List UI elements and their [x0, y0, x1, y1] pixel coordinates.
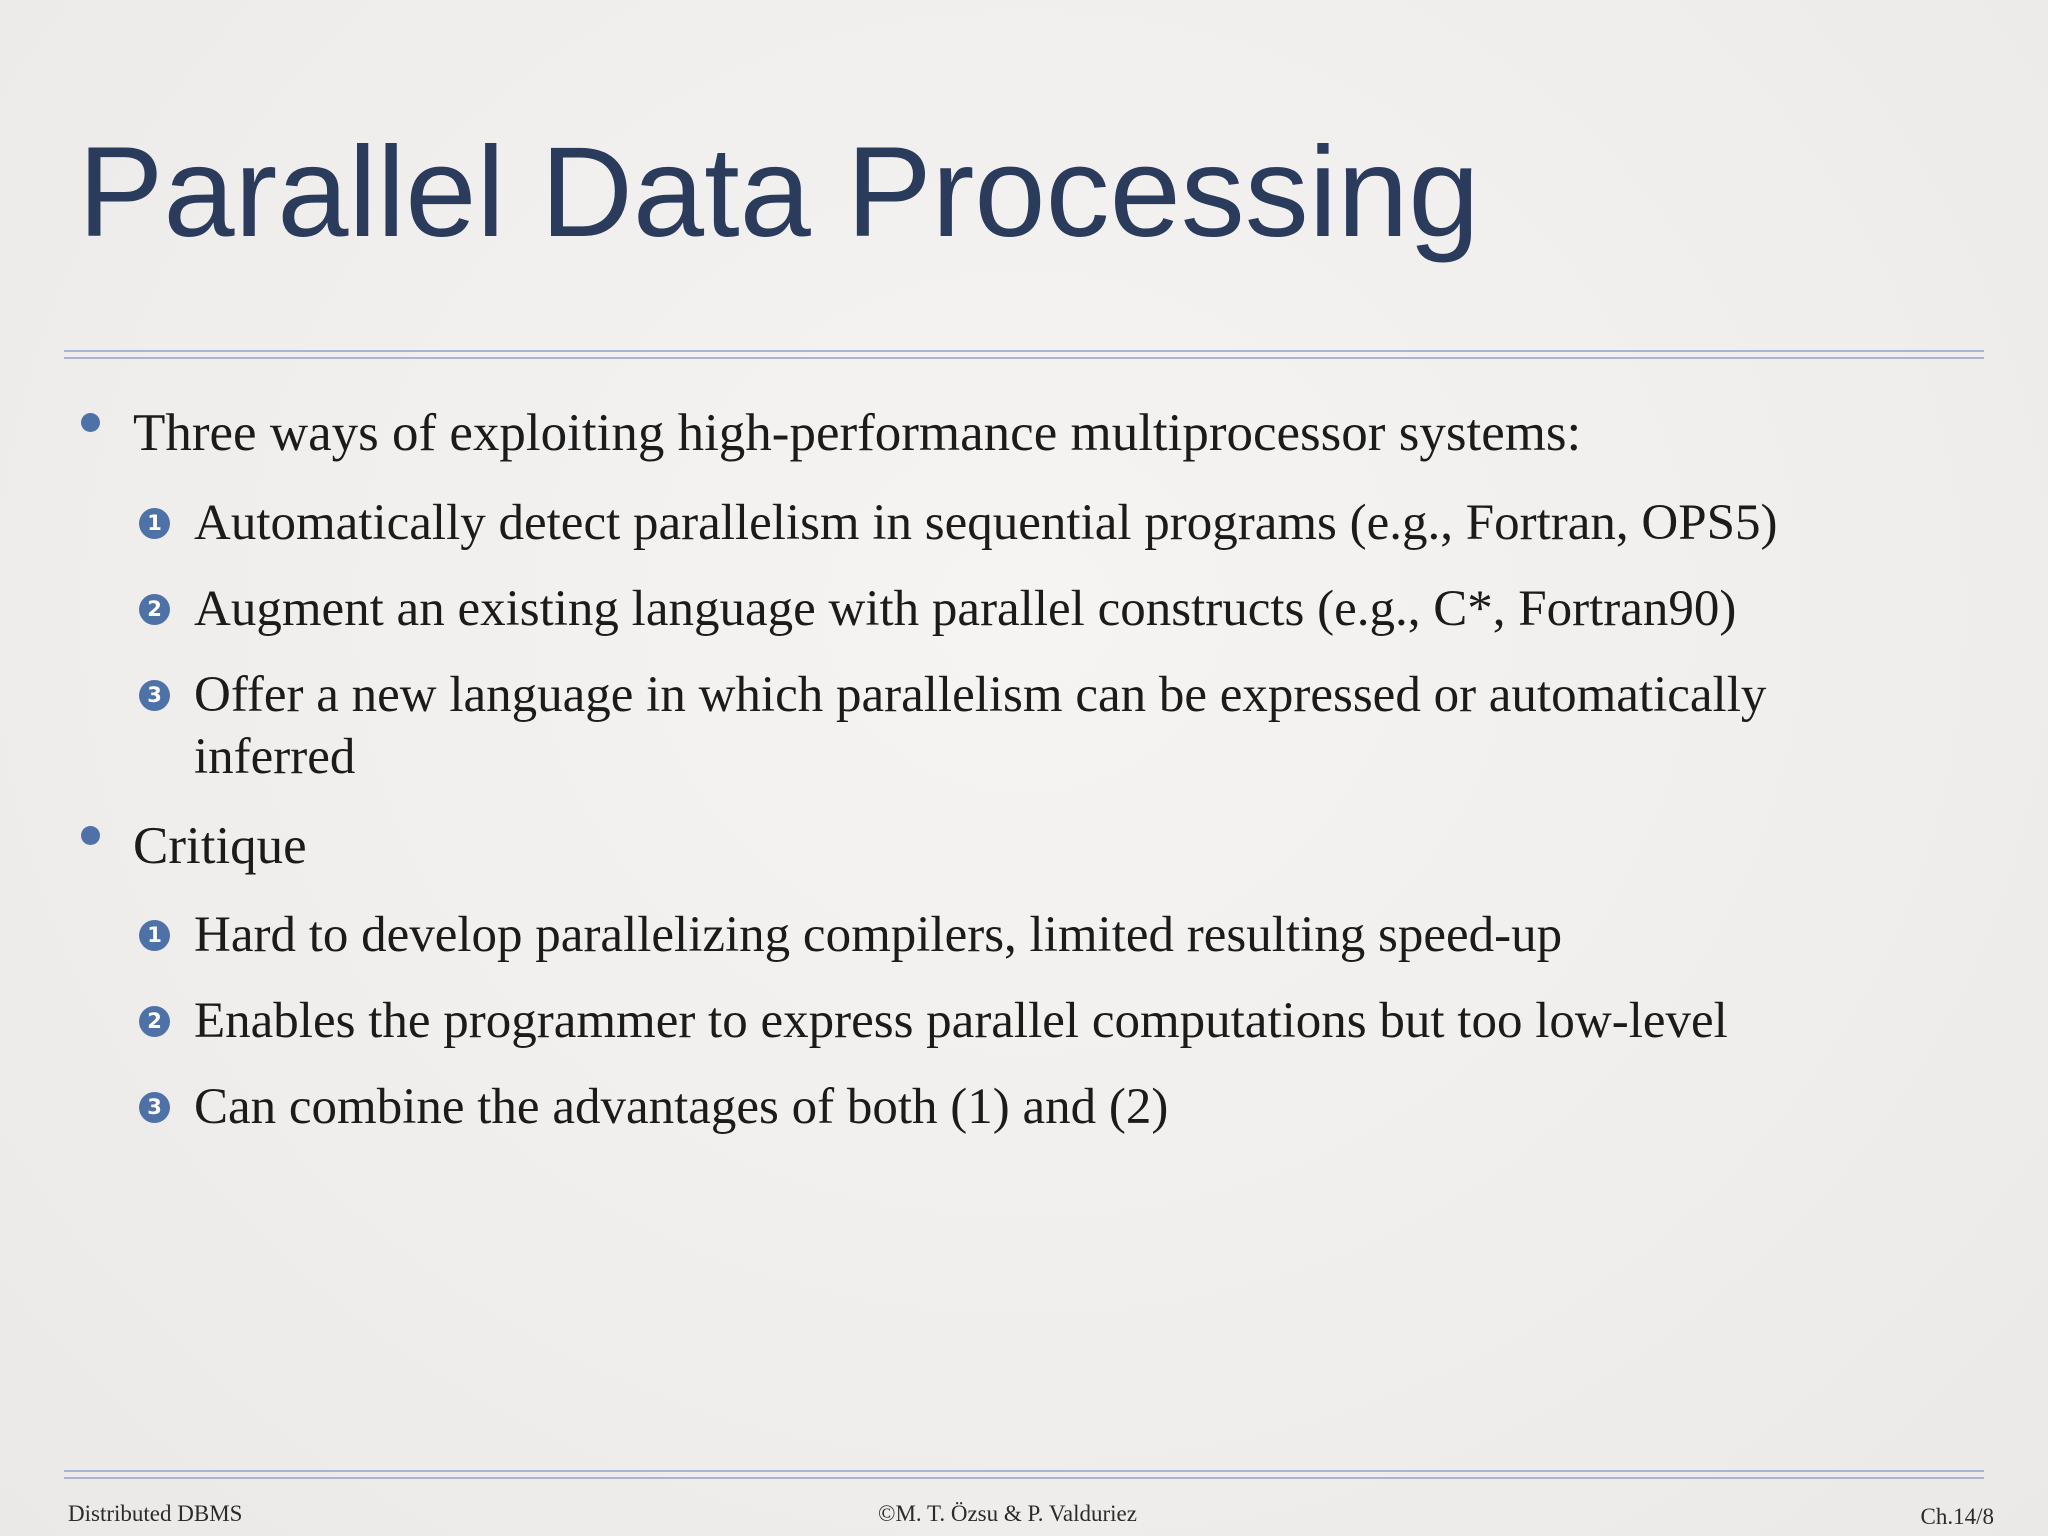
list-item: Automatically detect parallelism in sequential programs (e.g., Fortran, OPS5) [194, 495, 1778, 551]
bullet-dot-icon [81, 413, 100, 432]
bullet-dot-icon [81, 826, 100, 845]
bullet-text: Three ways of exploiting high-performance multiprocessor systems: [133, 404, 1582, 462]
footer-divider-bottom [64, 1477, 1984, 1479]
footer-divider-top [64, 1470, 1984, 1472]
list-item: Hard to develop parallelizing compilers, limited resulting speed-up [194, 907, 1563, 963]
number-2-icon: 2 [139, 1006, 170, 1037]
footer-page-number: Ch.14/8 [1920, 1504, 1994, 1529]
footer-course: Distributed DBMS [68, 1501, 243, 1526]
list-item: Enables the programmer to express parallel computations but too low-level [194, 993, 1728, 1049]
number-3-icon: 3 [139, 1092, 170, 1123]
list-item: Can combine the advantages of both (1) and (2) [194, 1079, 1169, 1135]
list-item: Offer a new language in which parallelism can be expressed or automatically [194, 667, 1767, 723]
number-2-icon: 2 [139, 594, 170, 625]
number-1-icon: 1 [139, 508, 170, 539]
number-1-icon: 1 [139, 920, 170, 951]
number-3-icon: 3 [139, 680, 170, 711]
list-item-continuation: inferred [194, 729, 356, 785]
slide-title: Parallel Data Processing [78, 121, 1480, 264]
footer-copyright: ©M. T. Özsu & P. Valduriez [878, 1501, 1137, 1526]
bullet-text: Critique [133, 817, 307, 875]
list-item: Augment an existing language with parallel constructs (e.g., C*, Fortran90) [194, 581, 1737, 637]
